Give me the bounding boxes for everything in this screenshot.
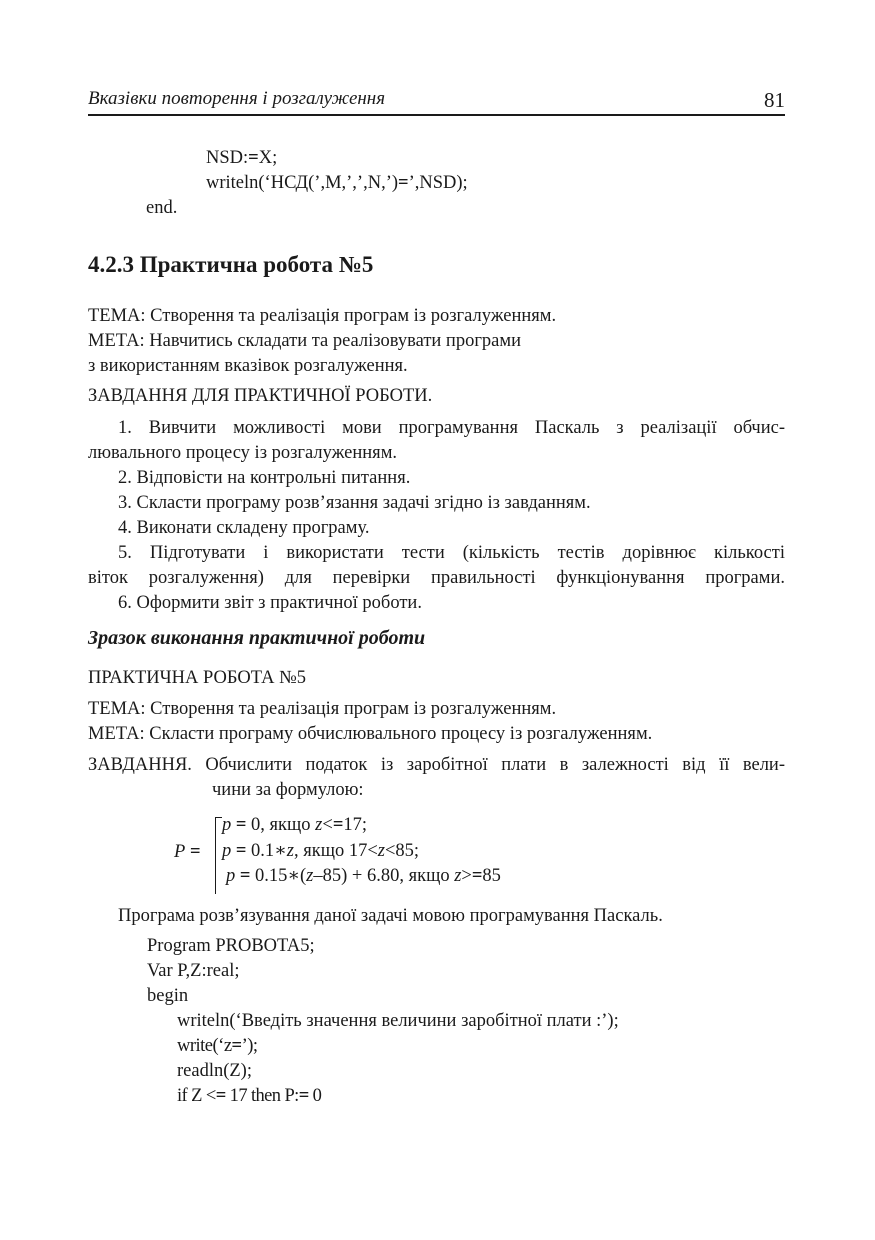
program-intro: Програма розв’язування даної задачі мовою програмування Паскаль. bbox=[118, 906, 663, 926]
meta-line-2: з використанням вказівок розгалуження. bbox=[88, 356, 408, 376]
running-header bbox=[88, 86, 785, 116]
code-line-nsd: NSD:=X; bbox=[206, 148, 278, 168]
task-2: 2. Відповісти на контрольні питання. bbox=[118, 468, 411, 488]
section-title: 4.2.3 Практична робота №5 bbox=[88, 252, 374, 277]
code-readln: readln(Z); bbox=[177, 1061, 252, 1081]
code-line-writeln: writeln(‘НСД(’,M,’,’,N,’)=’,NSD); bbox=[206, 173, 468, 193]
code-program: Program PROBOTA5; bbox=[147, 936, 315, 956]
code-begin: begin bbox=[147, 986, 189, 1006]
task-1-line-1: 1. Вивчити можливості мови програмування Паскаль з реалізації обчис- bbox=[118, 418, 785, 438]
task-6: 6. Оформити звіт з практичної роботи. bbox=[118, 593, 422, 613]
code-if: if Z <= 17 then P:= 0 bbox=[177, 1086, 322, 1106]
sample-tema: ТЕМА: Створення та реалізація програм із розгалуженням. bbox=[88, 699, 557, 719]
task-3: 3. Скласти програму розв’язання задачі згідно із завданням. bbox=[118, 493, 591, 513]
task-4: 4. Виконати складену програму. bbox=[118, 518, 370, 538]
formula-case-1: p = 0, якщо z<=17; bbox=[222, 815, 367, 835]
task-1-line-2: лювального процесу із розгалуженням. bbox=[88, 443, 398, 463]
code-writeln: writeln(‘Введіть значення величини заробітної плати :’); bbox=[177, 1011, 619, 1031]
page-number: 81 bbox=[764, 88, 785, 112]
formula-case-3: p = 0.15∗(z–85) + 6.80, якщо z>=85 bbox=[226, 866, 501, 886]
formula-lhs: P = bbox=[174, 842, 201, 862]
formula-case-2: p = 0.1∗z, якщо 17<z<85; bbox=[222, 841, 420, 861]
sample-title: Зразок виконання практичної роботи bbox=[88, 627, 426, 649]
task-5-line-2: віток розгалуження) для перевірки правильності функціонування програми. bbox=[88, 568, 785, 588]
sample-task-line-2: чини за формулою: bbox=[212, 780, 364, 800]
sample-task-line-1: ЗАВДАННЯ. Обчислити податок із заробітної плати в залежності від її вели- bbox=[88, 755, 785, 775]
code-line-end: end. bbox=[146, 198, 178, 218]
code-write: write(‘z=’); bbox=[177, 1036, 258, 1056]
tema-line: ТЕМА: Створення та реалізація програм із розгалуженням. bbox=[88, 306, 557, 326]
task-5-line-1: 5. Підготувати і використати тести (кількість тестів дорівнює кількості bbox=[118, 543, 785, 563]
tax-formula bbox=[174, 815, 594, 895]
formula-bracket bbox=[215, 817, 222, 894]
code-var: Var P,Z:real; bbox=[147, 961, 240, 981]
meta-line-1: МЕТА: Навчитись складати та реалізовувати програми bbox=[88, 331, 521, 351]
sample-meta: МЕТА: Скласти програму обчислювального процесу із розгалуженням. bbox=[88, 724, 653, 744]
work-title: ПРАКТИЧНА РОБОТА №5 bbox=[88, 668, 307, 688]
tasks-heading: ЗАВДАННЯ ДЛЯ ПРАКТИЧНОЇ РОБОТИ. bbox=[88, 386, 433, 406]
page bbox=[88, 0, 785, 1240]
header-title: Вказівки повторення і розгалуження bbox=[88, 88, 386, 109]
